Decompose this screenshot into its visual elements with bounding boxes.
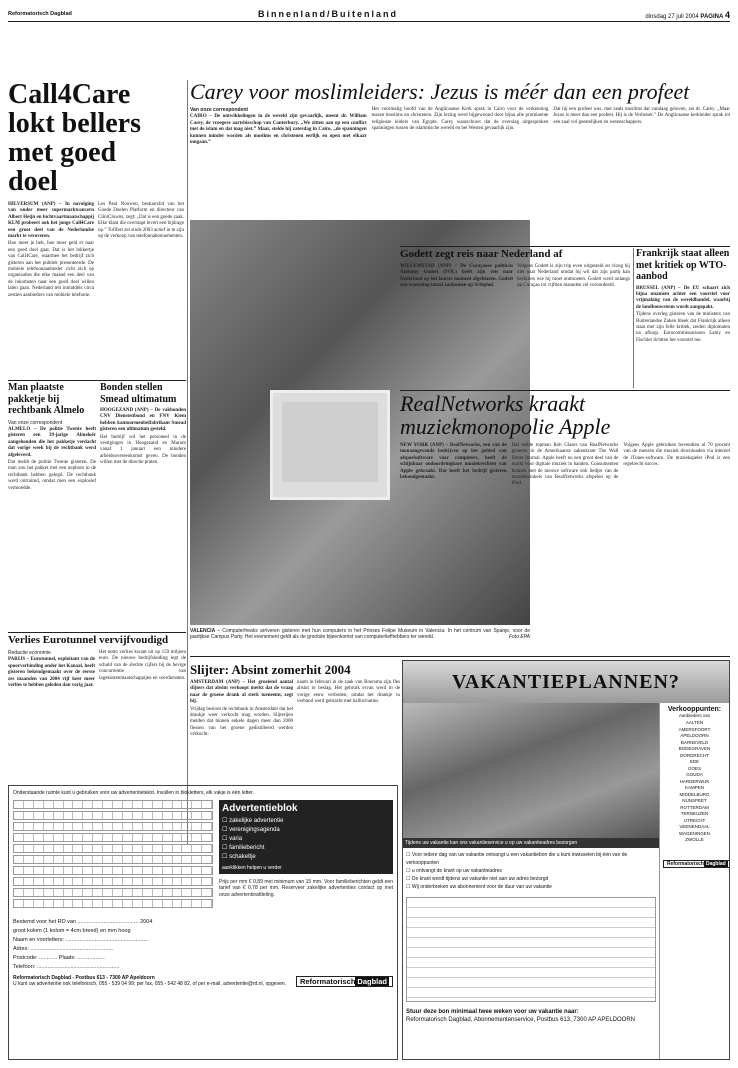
vakantie-title: VAKANTIEPLANNEN? bbox=[452, 670, 680, 693]
page-header bbox=[8, 8, 730, 22]
checkbox-icon: ☐ bbox=[222, 854, 228, 860]
vakantie-footer-address: Reformatorisch Dagblad, Abonnementenservice, Postbus 613, 7300 AP APELDOORN bbox=[406, 1017, 636, 1023]
verkooppunt-item: BODEGRAVEN bbox=[678, 746, 711, 751]
ad-option[interactable]: ☐ varia bbox=[222, 836, 243, 842]
section-divider bbox=[400, 246, 730, 247]
frankrijk-headline: Frankrijk staat alleen met kritiek op WTO-aanbod bbox=[636, 248, 730, 282]
order-label: Bestemd voor het RD van bbox=[13, 919, 76, 925]
vakantie-option[interactable]: ☐ Voor iedere dag van uw vakantie ontvangt u een vakantiebon die u kunt inwisselen bij één van de verkooppunten bbox=[406, 852, 628, 866]
photo-caption: VALENCIA – Computerfreaks arriveren gisteren met hun computers in het Prinses Felipe Museum in Valencia. In het centrum van Spanje, voor de jaarlijkse Campus Party. Het evenement geldt als de grootste bijeenkomst van computerliefhebbers ter wereld. Foto EPA bbox=[190, 628, 530, 641]
godett-body: Volgens Godett is zijn trip even uitgesteld en vloog hij niet naar Nederland omdat hij wil dat zijn partij kan besluiten wie hij moet ontmoeten. Godett werd onlangs op Curaçao tot vijftien maanden cel veroordeeld. bbox=[517, 264, 630, 289]
verkooppunten-title: Verkooppunten: bbox=[667, 706, 722, 713]
bonden-headline: Bonden stellen Smead ultimatum bbox=[100, 382, 177, 405]
verkooppunt-item: EDE bbox=[689, 759, 700, 764]
section-divider bbox=[400, 390, 730, 391]
checkbox-icon: ☐ bbox=[222, 818, 228, 824]
letter-grid[interactable] bbox=[13, 800, 213, 910]
vakantie-header bbox=[403, 661, 729, 703]
godett-lead: WILLEMSTAD (ANP) – De Curaçaose politicus Anthony Godett (FOL) heeft zijn reis naar Nederland op het laatste moment afgeblazen. Godett zou woensdag totaal aankomen op Schiphol. bbox=[400, 264, 513, 289]
column-rule bbox=[187, 80, 188, 845]
bonden-body: Het bedrijf wil het personeel in de vestigingen in Hoogezand en Marum vanaf 1 januari een mindere arbeidsovereenkomst geven. De bonden willen met de directie praten. bbox=[100, 434, 186, 466]
ad-option[interactable]: ☐ verenigingsagenda bbox=[222, 827, 280, 833]
carey-headline: Carey voor moslimleiders: Jezus is méér dan een profeet bbox=[190, 80, 690, 104]
vakantie-form-area[interactable] bbox=[406, 897, 656, 1002]
vakantie-option[interactable]: ☐ De krant wordt tijdens uw vakantie niet aan uw adres bezorgd bbox=[406, 876, 549, 882]
photo-credit: Foto EPA bbox=[508, 634, 530, 641]
article-frankrijk bbox=[636, 248, 730, 388]
realnetworks-body-2: Volgens Apple gebruiken bovendien al 70 procent van de mensen die muziek downloaden via internet de iTunes-software. De muziekspeler iPod is een regelrecht succes. bbox=[623, 443, 730, 468]
realnetworks-body: Dat stelde topman Rob Glaser van RealNetworks gisteren in de Amerikaanse zakenkrant The Wall Street Journal. Apple heeft nu een groot deel van de markt voor digitale muziek in handen. Consumenten kunnen met de nieuwe software ook liedjes van de muziekwinkels van RealNetworks afspelen op de iPod. bbox=[511, 443, 619, 487]
ad-option[interactable]: ☐ schakeltje bbox=[222, 854, 256, 860]
article-bonden bbox=[100, 382, 186, 632]
vakantie-photo bbox=[403, 703, 659, 838]
verkooppunten-subtitle: Aanbieders van bbox=[678, 713, 711, 718]
article-realnetworks bbox=[400, 392, 730, 652]
section-title: Binnenland/Buitenland bbox=[258, 9, 398, 19]
rd-logo: Reformatorisch Dagblad bbox=[296, 976, 393, 987]
form-field[interactable]: Telefoon: ...................................................... bbox=[13, 964, 120, 970]
article-carey bbox=[190, 80, 730, 220]
ad-price: Prijs per mm € 0,89 met minimum van 15 mm. Voor familieberichten geldt een tarief van € 0,78 per mm. Reserveer zakelijke advertenties contact op met onze advertentieafdeling. bbox=[219, 879, 393, 898]
size-label: groot kolom (1 kolom = 4cm breed) en mm hoog bbox=[13, 928, 131, 934]
section-divider bbox=[8, 632, 186, 633]
verkooppunt-item: GOUDA bbox=[686, 772, 703, 777]
page-label: PAGINA bbox=[700, 14, 724, 20]
call4care-lead: HILVERSUM (ANP) – In navolging van onder meer supermarktconcern Albert Heijn en luchtvaartmaatschappij KLM probeert ook het jonge Call4Care een groot deel van de Nederlandse markt te veroveren. bbox=[8, 202, 94, 240]
rd-logo: Reformatorisch Dagblad bbox=[663, 860, 730, 868]
verkooppunt-item: AALTEN bbox=[685, 720, 704, 725]
eurotunnel-lead: PARIJS – Eurotunnel, exploitant van de spoorverbinding onder het Kanaal, heeft gisteren bekendgemaakt over de eerste zes maanden van 2004 vijf keer meer verlies te hebben geleden dan vorig jaar. bbox=[8, 657, 95, 689]
article-call4care bbox=[8, 80, 184, 378]
vakantie-ad bbox=[402, 660, 730, 1060]
column-rule bbox=[633, 248, 634, 388]
call4care-body-2: Les Paul Nouwen, bestuurslid van het Goede Doelen Platform en directeur van CliniClowns, zegt: „Dat is een goede zaak. Elke klant die overstapt levert een bijdrage op.” Tofifert zei sinds 2003 actief in te zijn op de verkoop van telefoonabonnementen. bbox=[98, 202, 184, 240]
page-date: dinsdag 27 juli 2004 bbox=[645, 14, 699, 20]
eurotunnel-body: Het netto verlies kwam uit op 159 miljoen euro. De nieuwe bedrijfsleiding legt de schuld van de slechte cijfers bij de hevige concurrentie van lagekostenmaatschappijen en veerdiensten. bbox=[99, 650, 186, 681]
godett-headline: Godett zegt reis naar Nederland af bbox=[400, 248, 563, 260]
form-instruction: Onderstaande ruimte kunt u gebruiken voor uw advertentietekst. Invullen in blokletters, elk vakje is één letter. bbox=[13, 790, 254, 796]
slijter-lead: AMSTERDAM (ANP) – Het groeiend aantal slijters dat absint verkoopt merkt dat de vraag naar de groene drank al sterk toeneemt, zegt hij. bbox=[190, 680, 293, 705]
carey-byline: Van onze correspondent bbox=[190, 107, 249, 113]
verkooppunt-item: APELDOORN bbox=[680, 733, 709, 738]
verkooppunt-item: MIDDELBURG bbox=[679, 791, 710, 797]
verkooppunt-item: HARDERWIJK bbox=[679, 778, 710, 784]
advertentieblok-panel bbox=[219, 800, 393, 874]
eurotunnel-headline: Verlies Eurotunnel vervijfvoudigd bbox=[8, 634, 169, 646]
verkooppunt-item: ROTTERDAM bbox=[680, 804, 709, 810]
photo-caption-text: Computerfreaks arriveren gisteren met hun computers in het Prinses Felipe Museum in Valencia. In het centrum van Spanje, voor de jaarlijkse Campus Party. Het evenement geldt als de grootste bijeenkomst van computerliefhebbers ter wereld. bbox=[190, 628, 530, 641]
photo-caption-title: VALENCIA bbox=[190, 628, 216, 634]
verkooppunt-item: KAMPEN bbox=[684, 785, 704, 790]
slijter-body: Vrijdag besloot de rechtbank in Amsterdam dat het drankje weer verkocht mag worden. Slijterijen melden dat binnen enkele dagen meer dan 2000 flessen van het groene gedistilleerd werden verkocht. bbox=[190, 706, 293, 738]
verkooppunten-list bbox=[663, 720, 726, 844]
call4care-body: Hoe meer je belt, hoe meer geld er naar een goed doel gaat. Dat is het lokkertje van Call4Care, waarmee het bedrijf zich gisteren aan het publiek presenteerde. De mobiele telefoonaanbieder richt zich op organisaties die elke maand een deel van de inkomsten naar een goed doel willen laten gaan. Nederland telt inmiddels circa zestien aanbieders van mobiele telefonie. bbox=[8, 241, 94, 298]
ad-note: aanklikken helpen u verder bbox=[222, 865, 282, 871]
ad-address: Reformatorisch Dagblad - Postbus 613 - 7300 AP Apeldoorn bbox=[13, 975, 155, 981]
slijter-headline: Slijter: Absint zomerhit 2004 bbox=[190, 662, 351, 677]
verkooppunt-item: UTRECHT bbox=[683, 817, 706, 823]
form-field[interactable]: Postcode: ............ Plaats: .................. bbox=[13, 955, 105, 961]
checkbox-icon: ☐ bbox=[406, 868, 411, 874]
eurotunnel-byline: Redactie economie bbox=[8, 650, 51, 656]
monitor-screen bbox=[282, 402, 378, 482]
verkooppunt-item: GOES bbox=[687, 765, 701, 771]
almelo-lead: ALMELO – De politie Twente heeft gisteren een 39-jarige Almeloër aangehouden die het pakketje verdacht dat vorige week bij de rechtbank werd afgeleverd. bbox=[8, 426, 96, 458]
advertentieblok-title: Advertentieblok bbox=[222, 803, 298, 814]
slijter-body-2: naam in februari in de zaak van Boersma zijn fles absint in beslag. Het gebruik ervan werd in de vorige eeuw verboden, omdat het drankje in verband werd gebracht met hallucinaties. bbox=[297, 680, 400, 705]
verkooppunt-item: BARNEVELD bbox=[680, 739, 709, 745]
vakantie-footer: Stuur deze bon minimaal twee weken voor uw vakantie naar: bbox=[406, 1009, 579, 1015]
frankrijk-lead: BRUSSEL (ANP) – De EU schaart zich bijna unaniem achter een voorstel voor vrijmaking van de wereldhandel, waarbij de landbouwsteun wordt aangepakt. bbox=[636, 285, 730, 310]
ad-contact: U kunt uw advertentie ook telefonisch, 055 - 539 04 99; per fax, 055 - 542 48 82, of per e-mail, advertentie@rd.nl, opgeven. bbox=[13, 981, 287, 987]
bonden-lead: HOOGEZAND (ANP) – De vakbonden CNV Dienstenbond en FNV Kiem hebben kantoormeubelfabrikant Smead gisteren een ultimatum gesteld. bbox=[100, 408, 186, 433]
checkbox-icon: ☐ bbox=[222, 845, 228, 851]
realnetworks-headline: RealNetworks kraakt muziekmonopolie Apple bbox=[400, 392, 611, 439]
ad-option[interactable]: ☐ zakelijke advertentie bbox=[222, 818, 284, 824]
almelo-byline: Van onze correspondent bbox=[8, 419, 63, 426]
section-divider bbox=[190, 656, 730, 657]
realnetworks-lead: NEW YORK (ANP) – RealNetworks, een van de toonaangevende bedrijven op het gebied van afspeelsoftware voor computers, heeft de schijnbaar ondoordringbare muziekrechten van Apple gekraakt. Dat heeft het bedrijf gisteren bekendgemaakt. bbox=[400, 443, 507, 481]
checkbox-icon: ☐ bbox=[222, 827, 228, 833]
vakantie-option[interactable]: ☐ u ontvangt de krant op uw vakantieadres bbox=[406, 868, 502, 874]
verkooppunt-item: VEENENDAAL bbox=[679, 824, 710, 829]
article-eurotunnel bbox=[8, 634, 186, 784]
vakantie-option[interactable]: ☐ Wij onderbreken uw abonnement voor de duur van uw vakantie bbox=[406, 884, 552, 890]
publisher-name: Reformatorisch Dagblad bbox=[8, 11, 72, 17]
verkooppunten-panel bbox=[659, 703, 729, 1059]
order-year: 2004 bbox=[140, 919, 153, 925]
advertentie-order-form: Onderstaande ruimte kunt u gebruiken voor uw advertentietekst. Invullen in blokletters, elk vakje is één letter. Advertentieblok ☐ zakelijke advertentie ☐ verenigingsagenda ☐ varia ☐ familiebericht ☐ schakeltje aanklikken helpen u verder Prijs per mm € 0,89 met minimum van 15 mm. Voor familieberichten geldt een tarief van € 0,78 per mm. Reserveer zakelijke advertenties contact op met onze advertentieafdeling. Bestemd voor het RD van ........................................ 2004 groot kolom (1 kolom = 4cm breed) en mm hoog Naam en voorletters: ...................................................... Adres: ...................................................... Postcode: ............ Plaats: .................. Telefoon: ...................................................... Reformatorisch Dagblad - Postbus 613 - 7300 AP Apeldoorn U kunt uw advertentie ook telefonisch, 055 - 539 04 99; per fax, 055 - 542 48 82, of per e-mail, advertentie@rd.nl, opgeven. Reformatorisch Dagblad bbox=[8, 785, 398, 1060]
call4care-headline: Call4Care lokt bellers met goed doel bbox=[8, 80, 141, 197]
vakantie-tagline: Tijdens uw vakantie kan ons vakantieservice u op uw vakantieadres bezorgen bbox=[403, 838, 659, 848]
verkooppunt-item: TERNEUZEN bbox=[680, 811, 709, 816]
article-almelo bbox=[8, 382, 96, 632]
verkooppunt-item: NUNSPEET bbox=[682, 798, 707, 803]
carey-body-2: Dat hij een profeet was, met zeals moslims dat vandaag geloven, zei dr. Carey. „Maar Jezus is meer dan een profeet. Hij is de Verlosser.” De Anglicaanse kerkleider sprak tot een zaal vol geestelijken en wetenschappers. bbox=[553, 107, 730, 125]
ad-option[interactable]: ☐ familiebericht bbox=[222, 845, 265, 851]
almelo-body: Dat meldt de politie Twente gisteren. De man zou het pakket met een nepbom in de rechtbank hebben gelegd. De rechtbank werd ontruimd, omdat men een explosief vermoedde. bbox=[8, 459, 96, 491]
frankrijk-body: Tijdens overleg gisteren van de ministers van Buitenlandse Zaken bleek dat Frankrijk alleen staat met zijn felle kritiek, zeiden diplomaten na afloop. Eurocommissarissen Lamy en Fischler lichtten het voorstel toe. bbox=[636, 312, 730, 343]
form-field[interactable]: Naam en voorletters: ...................................................... bbox=[13, 937, 149, 943]
verkooppunt-item: WAGENINGEN bbox=[678, 830, 711, 836]
article-godett bbox=[400, 248, 630, 388]
verkooppunt-item: ZWOLLE bbox=[685, 837, 704, 842]
checkbox-icon: ☐ bbox=[406, 876, 411, 882]
section-divider bbox=[8, 380, 186, 381]
checkbox-icon: ☐ bbox=[406, 884, 411, 890]
verkooppunt-item: AMERSFOORT bbox=[678, 726, 711, 732]
verkooppunt-item: DORDRECHT bbox=[680, 752, 709, 758]
page-number: 4 bbox=[724, 10, 730, 20]
carey-body: Het voormalig hoofd van de Anglicaanse Kerk sprak in Cairo voor de verkenning tussen moslims en christenen. Zijn lezing werd bijgewoond door bijna alle prominente religieuze leiders van Egypte. Carey waarschuwt dat de overslag uitgesproken spanningen tussen de islamitische wereld en het Westen gevaarlijk zijn. bbox=[371, 107, 549, 132]
form-field[interactable]: Adres: ...................................................... bbox=[13, 946, 113, 952]
checkbox-icon: ☐ bbox=[222, 836, 228, 842]
checkbox-icon: ☐ bbox=[406, 852, 411, 858]
almelo-headline: Man plaatste pakketje bij rechtbank Almelo bbox=[8, 382, 85, 416]
carey-lead: CAIRO – De ontwikkelingen in de wereld zijn gevaarlijk, meent dr. William Carey, de vroegere aartsbisschop van Canterbury. „We zitten aan op een conflict met de islam en dat mag niet.” Maar, stelde hij zaterdag in Cairo, „de spanningen kunnen minder worden als moslims en christenen eerlijk en open met elkaar omgaan.” bbox=[190, 114, 367, 146]
